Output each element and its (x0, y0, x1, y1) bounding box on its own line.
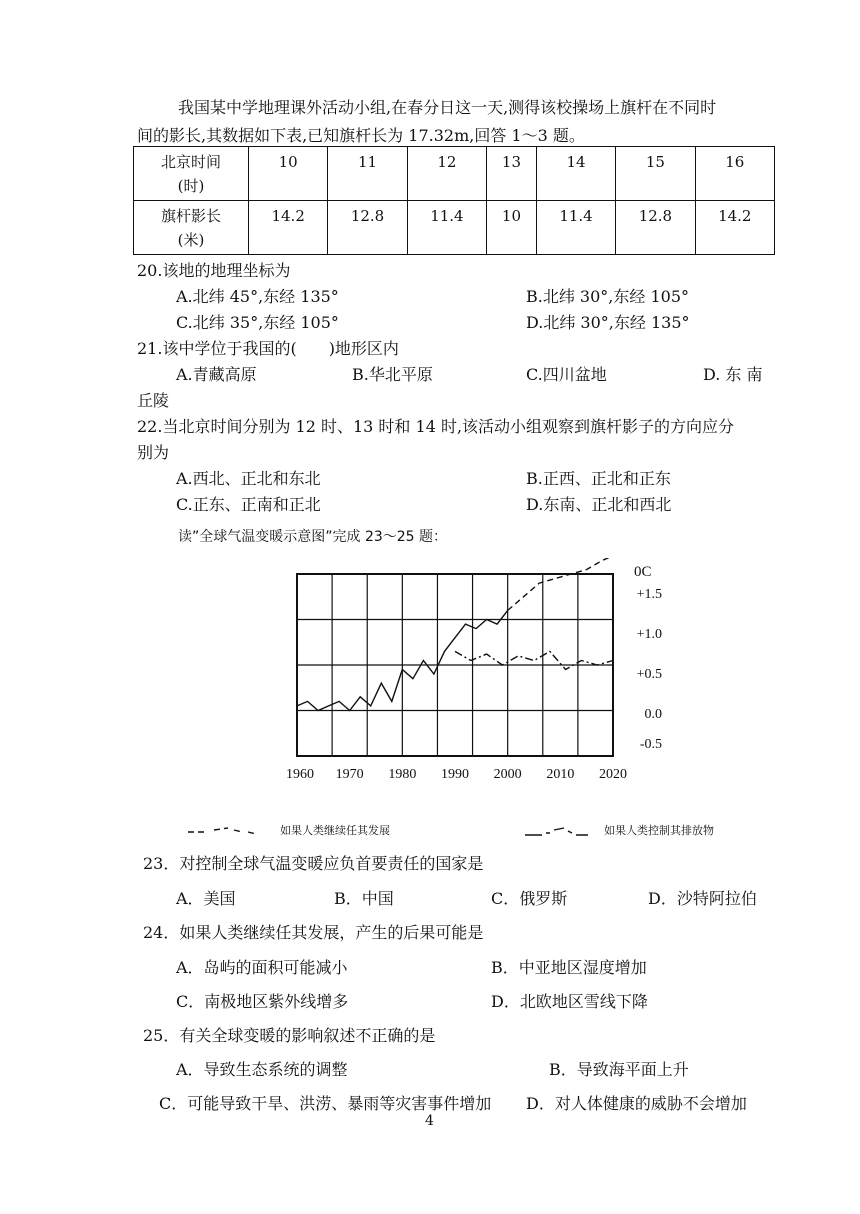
y-tick-label: 0.0 (644, 707, 662, 722)
question-22-option-b: B.正西、正北和正东 (526, 469, 671, 488)
table-cell: 11.4 (407, 201, 486, 255)
question-24-option-b: B．中亚地区湿度增加 (491, 958, 647, 977)
table-cell: 10 (487, 201, 537, 255)
question-21-option-a: A.青藏高原 (176, 365, 257, 384)
table-cell: 11 (328, 147, 407, 201)
chart-y-ticks (637, 587, 662, 752)
table-header-length: 旗杆影长 (米) (134, 201, 249, 255)
x-tick-label: 2000 (493, 767, 522, 782)
question-23-option-d: D．沙特阿拉伯 (648, 889, 757, 908)
legend-dashdot-line-icon (525, 828, 588, 835)
chart-grid (297, 574, 613, 756)
chart-y-label: 0C (634, 564, 652, 580)
table-cell: 12 (407, 147, 486, 201)
question-21-option-c: C.四川盆地 (526, 365, 607, 384)
x-tick-label: 1980 (388, 767, 417, 782)
x-tick-label: 1960 (286, 767, 314, 782)
global-warming-chart (270, 558, 690, 790)
question-20-option-d: D.北纬 30°,东经 135° (526, 313, 690, 332)
y-tick-label: +1.5 (636, 587, 662, 602)
question-23-option-b: B．中国 (334, 889, 394, 908)
series-line-dashdot (455, 651, 613, 669)
question-20-option-c: C.北纬 35°,东经 105° (176, 313, 339, 332)
y-tick-label: -0.5 (639, 737, 662, 752)
table-cell: 16 (695, 147, 774, 201)
question-25-option-a: A．导致生态系统的调整 (176, 1060, 348, 1079)
chart-legend (180, 820, 780, 844)
question-22-option-c: C.正东、正南和正北 (176, 495, 321, 514)
table-cell: 10 (249, 147, 328, 201)
y-tick-label: +1.0 (636, 627, 662, 642)
table-cell: 11.4 (536, 201, 615, 255)
table-cell: 14.2 (249, 201, 328, 255)
question-20-option-a: A.北纬 45°,东经 135° (176, 287, 339, 306)
question-22-stem-cont: 别为 (137, 443, 170, 462)
question-24-option-a: A．岛屿的面积可能减小 (176, 958, 348, 977)
shadow-length-table (133, 146, 775, 255)
question-25-option-b: B．导致海平面上升 (549, 1060, 689, 1079)
question-20-option-b: B.北纬 30°,东经 105° (526, 287, 690, 306)
question-24-stem: 24．如果人类继续任其发展，产生的后果可能是 (143, 923, 484, 942)
table-cell: 13 (487, 147, 537, 201)
legend-control-label: 如果人类控制其排放物 (604, 824, 714, 837)
question-21-option-d-cont: 丘陵 (137, 391, 170, 410)
x-tick-label: 1970 (335, 767, 364, 782)
x-tick-label: 2010 (546, 767, 575, 782)
legend-dashed-line-icon (188, 828, 256, 834)
question-22-option-a: A.西北、正北和东北 (176, 469, 321, 488)
question-23-stem: 23．对控制全球气温变暖应负首要责任的国家是 (143, 854, 484, 873)
x-tick-label: 1990 (441, 767, 469, 782)
series-line-dashed (508, 558, 613, 610)
question-24-option-d: D．北欧地区雪线下降 (491, 992, 648, 1011)
table-header-time: 北京时间 (时) (134, 147, 249, 201)
y-tick-label: +0.5 (636, 667, 662, 682)
question-20-stem: 20.该地的地理坐标为 (137, 261, 291, 280)
table-row-length (134, 201, 775, 255)
question-23-option-a: A．美国 (176, 889, 236, 908)
chart-intro: 读”全球气温变暖示意图”完成 23～25 题： (178, 529, 448, 545)
page-number: 4 (425, 1113, 434, 1129)
question-25-option-d: D．对人体健康的威胁不会增加 (526, 1094, 747, 1113)
table-cell: 14 (536, 147, 615, 201)
legend-continue-label: 如果人类继续任其发展 (280, 824, 390, 837)
table-cell: 12.8 (328, 201, 407, 255)
question-21-option-b: B.华北平原 (352, 365, 433, 384)
table-cell: 12.8 (616, 201, 695, 255)
chart-x-ticks (286, 767, 627, 782)
chart-series (297, 558, 613, 711)
question-21-option-d: D. 东 南 (703, 365, 763, 384)
question-25-option-c: C．可能导致干旱、洪涝、暴雨等灾害事件增加 (159, 1094, 492, 1113)
question-21-stem: 21.该中学位于我国的( )地形区内 (137, 339, 399, 358)
question-23-option-c: C．俄罗斯 (491, 889, 568, 908)
question-24-option-c: C．南极地区紫外线增多 (176, 992, 349, 1011)
intro-line-2: 间的影长,其数据如下表,已知旗杆长为 17.32m,回答 1～3 题。 (137, 126, 585, 145)
question-25-stem: 25．有关全球变暖的影响叙述不正确的是 (143, 1026, 436, 1045)
question-22-option-d: D.东南、正北和西北 (526, 495, 672, 514)
x-tick-label: 2020 (599, 767, 627, 782)
table-row-time (134, 147, 775, 201)
table-cell: 15 (616, 147, 695, 201)
table-cell: 14.2 (695, 201, 774, 255)
intro-line-1: 我国某中学地理课外活动小组,在春分日这一天,测得该校操场上旗杆在不同时 (178, 98, 717, 117)
question-22-stem: 22.当北京时间分别为 12 时、13 时和 14 时,该活动小组观察到旗杆影子的方向应分 (137, 417, 735, 436)
